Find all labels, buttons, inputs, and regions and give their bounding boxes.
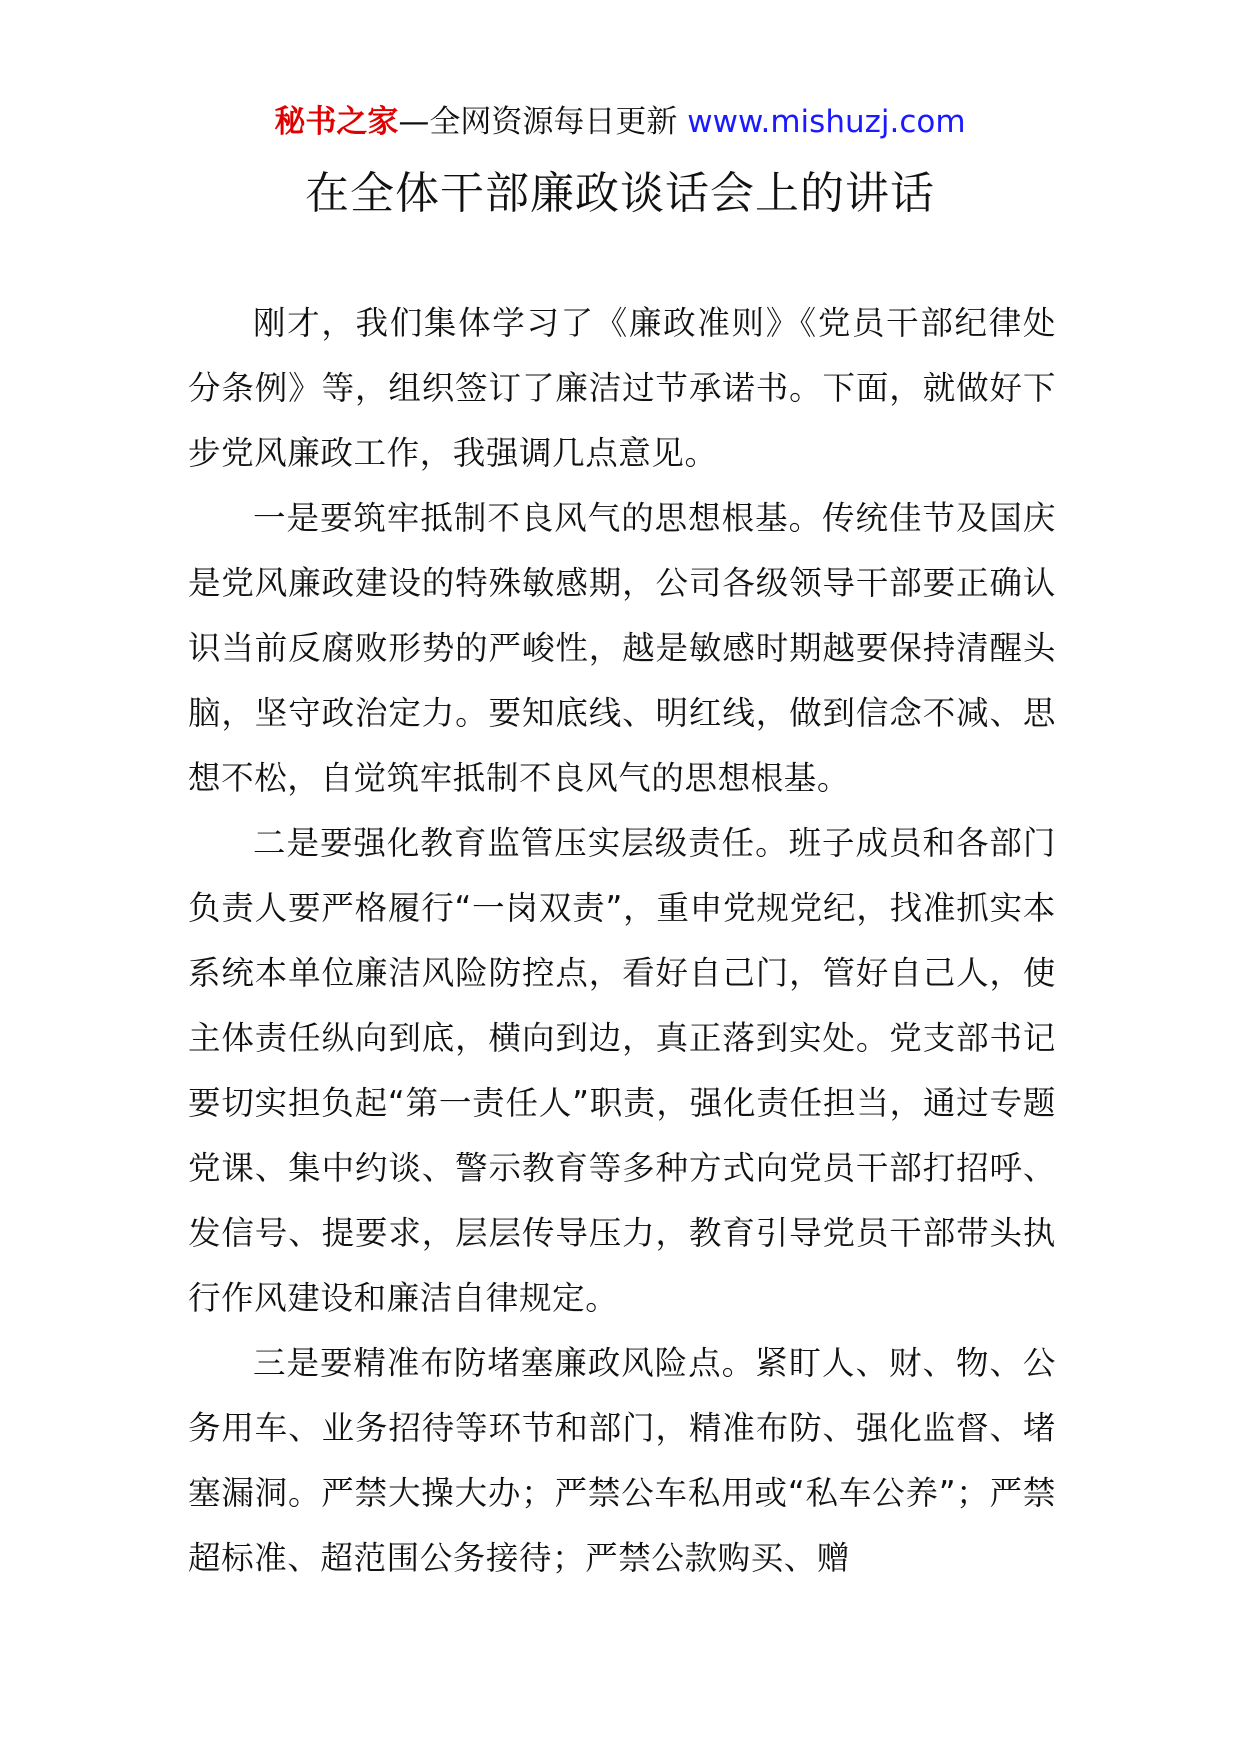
site-header	[0, 100, 1240, 144]
document-title: 在全体干部廉政谈话会上的讲话	[305, 168, 935, 219]
site-brand: 秘书之家	[274, 104, 399, 140]
site-url-link[interactable]: www.mishuzj.com	[687, 104, 966, 140]
site-tagline: —全网资源每日更新	[398, 104, 688, 140]
paragraph-intro: 刚才，我们集体学习了《廉政准则》《党员干部纪律处分条例》等，组织签订了廉洁过节承诺书。下面，就做好下步党风廉政工作，我强调几点意见。	[188, 304, 1056, 472]
paragraph-point-three: 三是要精准布防堵塞廉政风险点。紧盯人、财、物、公务用车、业务招待等环节和部门，精准布防、强化监督、堵塞漏洞。严禁大操大办；严禁公车私用或“私车公养”；严禁超标准、超范围公务接待；严禁公款购买、赠	[188, 1344, 1056, 1577]
paragraph-point-one: 一是要筑牢抵制不良风气的思想根基。传统佳节及国庆是党风廉政建设的特殊敏感期，公司各级领导干部要正确认识当前反腐败形势的严峻性，越是敏感时期越要保持清醒头脑，坚守政治定力。要知底线、明红线，做到信念不减、思想不松，自觉筑牢抵制不良风气的思想根基。	[188, 499, 1056, 797]
document-body	[188, 291, 1056, 1591]
paragraph-point-two: 二是要强化教育监管压实层级责任。班子成员和各部门负责人要严格履行“一岗双责”，重申党规党纪，找准抓实本系统本单位廉洁风险防控点，看好自己门，管好自己人，使主体责任纵向到底，横向到边，真正落到实处。党支部书记要切实担负起“第一责任人”职责，强化责任担当，通过专题党课、集中约谈、警示教育等多种方式向党员干部打招呼、发信号、提要求，层层传导压力，教育引导党员干部带头执行作风建设和廉洁自律规定。	[188, 824, 1056, 1317]
